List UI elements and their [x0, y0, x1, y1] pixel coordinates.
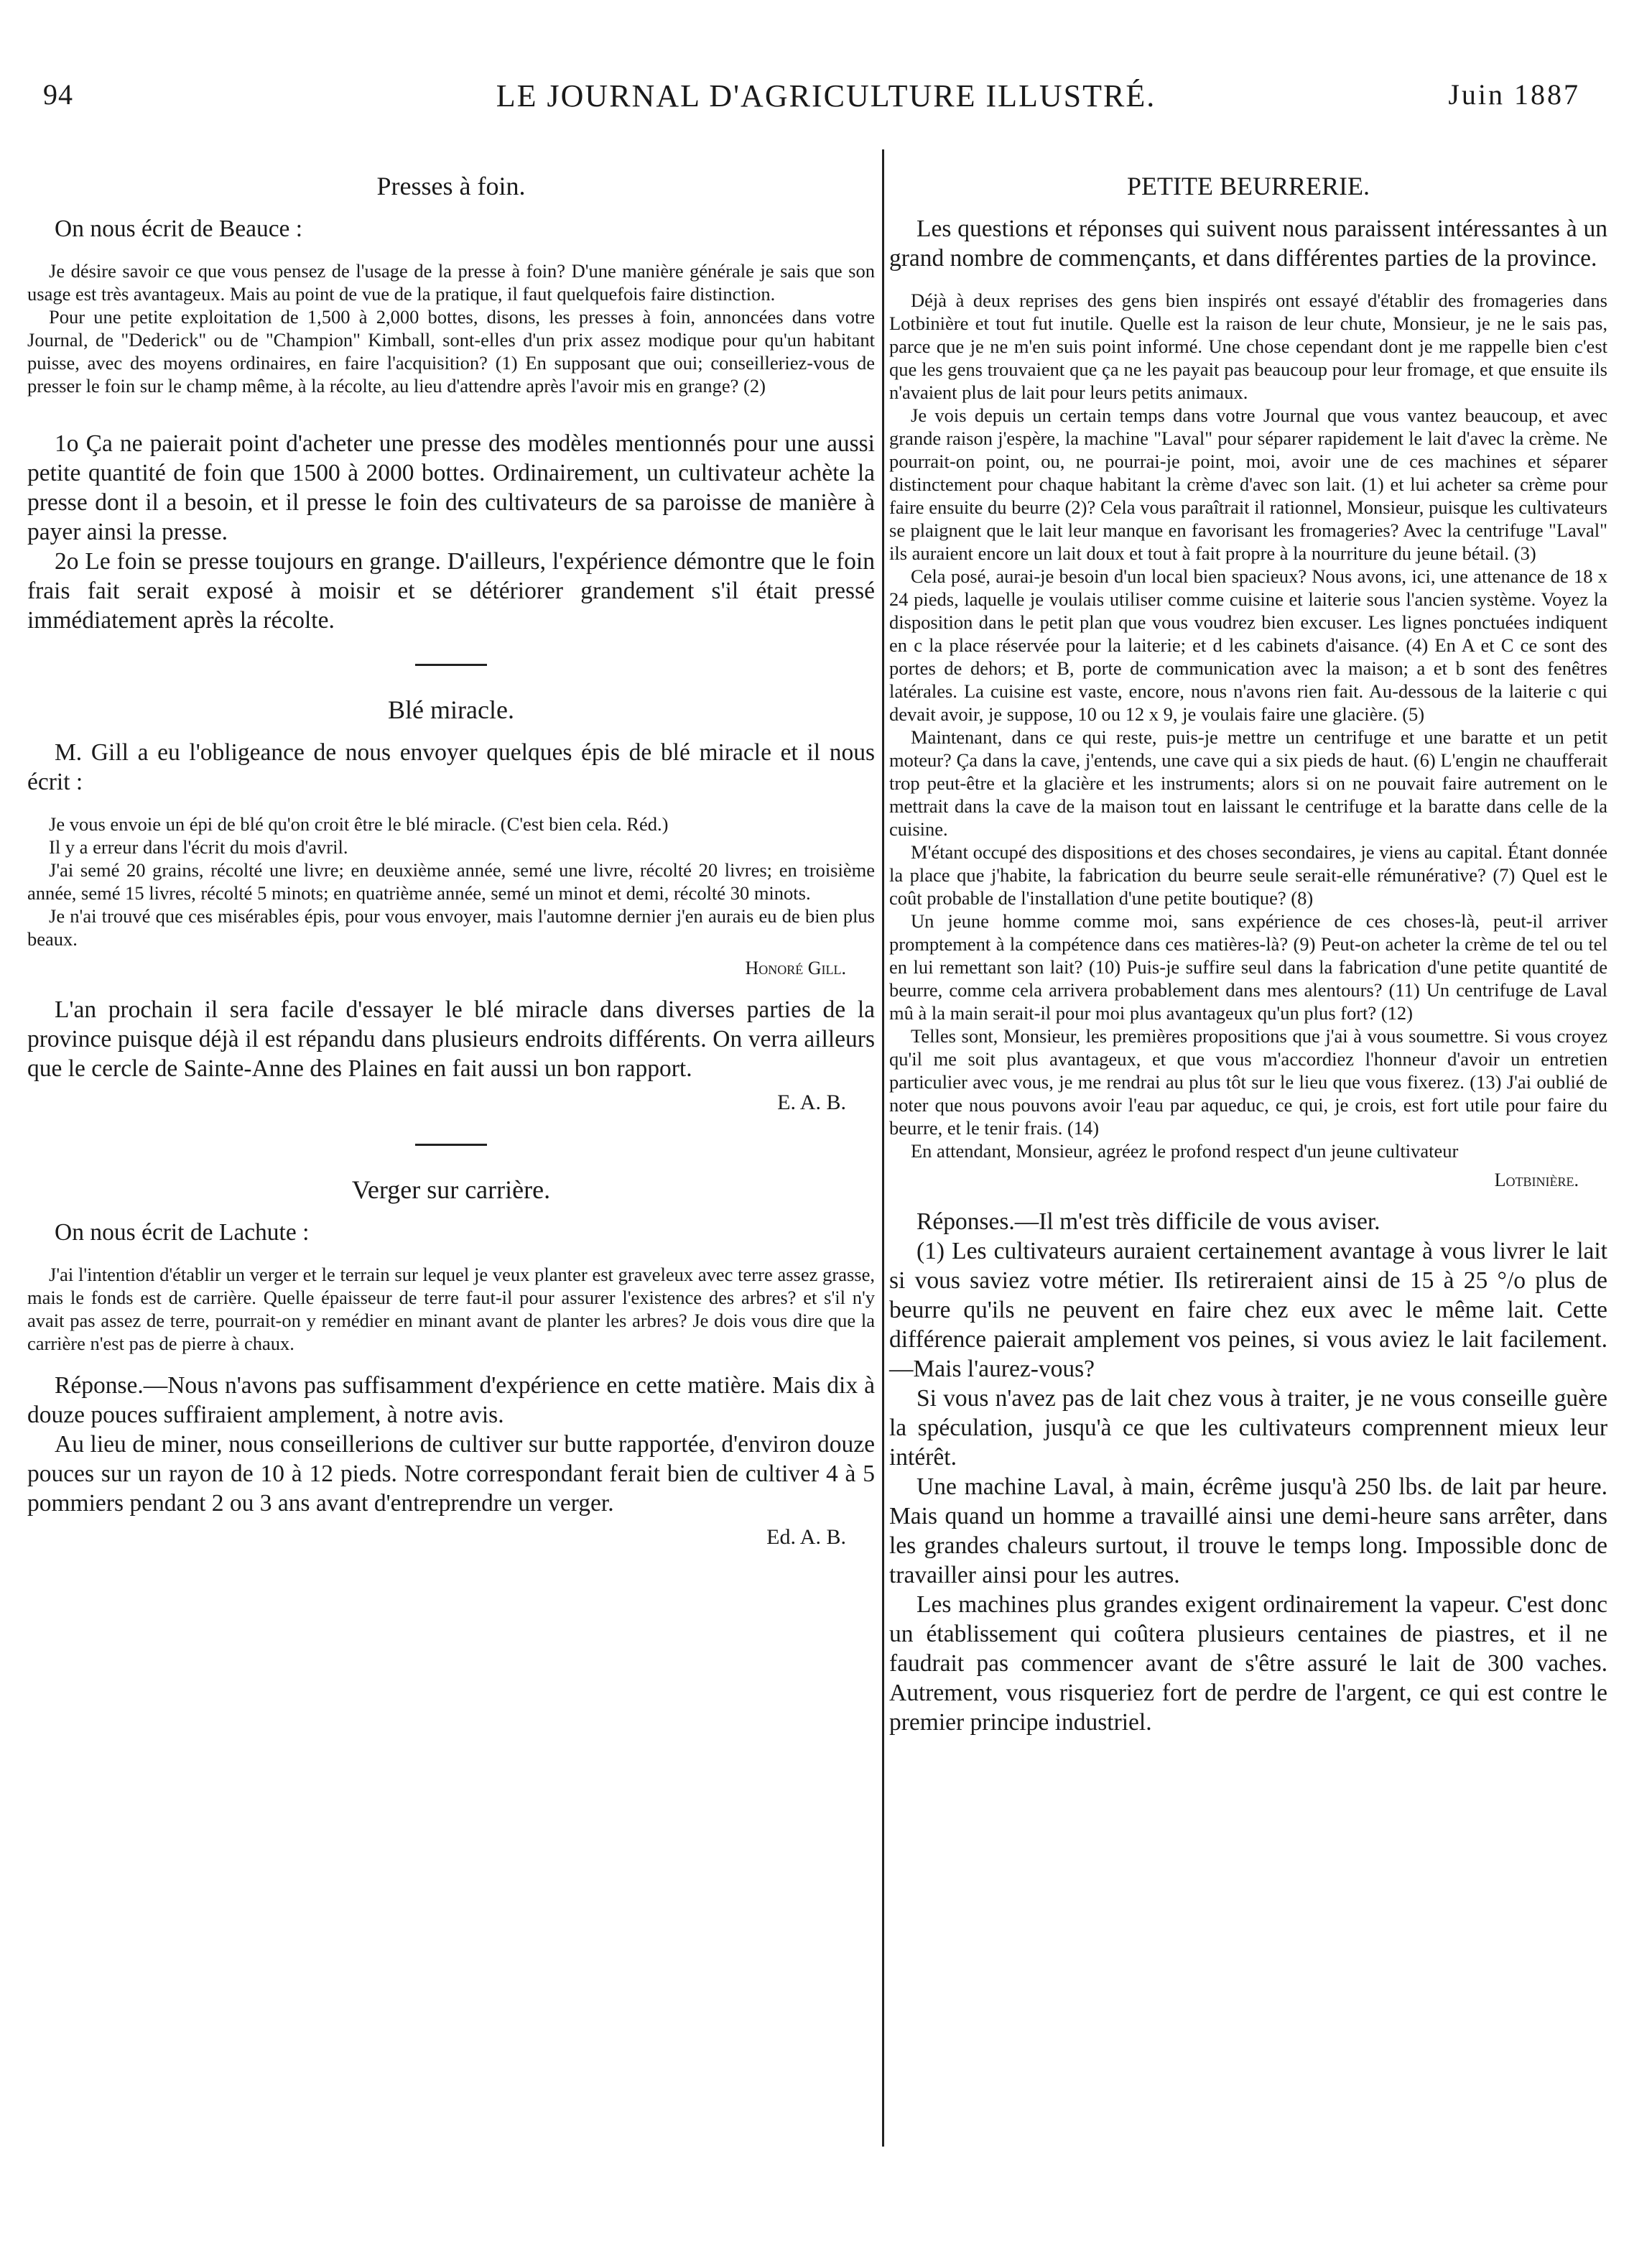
answer-paragraph: Les machines plus grandes exigent ordinairement la vapeur. C'est donc un établissement qui coûtera plusieurs centaines de piastres, et il ne faudrait pas commencer avant de s'être assuré le lait de 300 vaches. Autrement, vous risqueriez fort de perdre de l'argent, ce qui est contre le premier principe industriel.: [889, 1591, 1607, 1736]
letter-paragraph: Je vous envoie un épi de blé qu'on croit être le blé miracle. (C'est bien cela. Réd.): [49, 813, 669, 835]
article-presses: [27, 171, 875, 635]
left-column: [27, 157, 875, 1550]
answer-paragraph: (1) Les cultivateurs auraient certainement avantage à vous livrer le lait si vous saviez votre métier. Ils retireraient ainsi de 15 à 25 °/o plus de beurre qu'ils ne peuvent en faire chez eux avec le même lait. Cette différence paierait amplement vos peines, si vous aviez le lait facilement.—Mais l'aurez-vous?: [889, 1238, 1607, 1382]
letter-paragraph: Maintenant, dans ce qui reste, puis-je mettre un centrifuge et une baratte et un petit moteur? Ça dans la cave, j'entends, une cave qui a six pieds de haut. (6) L'engin ne chaufferait trop peut-être et la glacière et les instruments; alors si on ne pouvait faire autrement on le mettrait dans la cave de la maison tout en laissant le centrifuge et la baratte dans celle de la cuisine.: [889, 726, 1607, 840]
page-number: 94: [43, 78, 73, 111]
article-intro: On nous écrit de Beauce :: [55, 216, 303, 242]
reply-paragraph: Réponse.—Nous n'avons pas suffisamment d'expérience en cette matière. Mais dix à douze pouces suffiraient amplement, à notre avis.: [27, 1372, 875, 1428]
answer-paragraph: Si vous n'avez pas de lait chez vous à traiter, je ne vous conseille guère la spéculation, jusqu'à ce que les cultivateurs comprennent mieux leur intérêt.: [889, 1385, 1607, 1471]
article-verger: [27, 1175, 875, 1550]
letter-paragraph: Il y a erreur dans l'écrit du mois d'avril.: [49, 836, 348, 858]
letter-paragraph: J'ai semé 20 grains, récolté une livre; en deuxième année, semé une livre, récolté 20 livres; en troisième année, semé 15 livres, récolté 5 minots; en quatrième année, semé un minot et demi, récolté 30 minots.: [27, 859, 875, 904]
article-title: Blé miracle.: [388, 695, 514, 724]
answer-paragraph: Réponses.—Il m'est très difficile de vous aviser.: [917, 1208, 1380, 1235]
section-separator: [415, 664, 487, 666]
letter-signature: Lotbinière.: [1494, 1170, 1579, 1190]
editor-signature: E. A. B.: [777, 1091, 846, 1114]
letter-closing: En attendant, Monsieur, agréez le profond respect d'un jeune cultivateur: [911, 1140, 1459, 1162]
letter-paragraph: Telles sont, Monsieur, les premières propositions que j'ai à vous soumettre. Si vous croyez qu'il me soit plus avantageux, et que vous m'accordiez l'honneur d'avoir un entretien particulier avec vous, je me rendrai au plus tôt sur le lieu que vous fixerez. (13) J'ai oublié de noter que nous pouvons avoir l'eau par aqueduc, ce qui, je crois, est fort utile pour faire du beurre, et le tenir frais. (14): [889, 1025, 1607, 1139]
letter-paragraph: M'étant occupé des dispositions et des choses secondaires, je viens au capital. Étant donnée la place que j'habite, la fabrication du beurre seule serait-elle rémunérative? (7) Quel est le coût probable de l'installation d'une petite boutique? (8): [889, 841, 1607, 909]
letter-closing-row: [889, 1139, 1607, 1162]
letter-paragraph: Un jeune homme comme moi, sans expérience de ces choses-là, peut-il arriver promptement à la compétence dans ces matières-là? (9) Peut-on acheter la crème de tel ou tel en lui remettant son lait? (10) Puis-je suffire seul dans la fabrication d'une petite quantité de beurre, comme cela arrivera probablement dans mes alentours? (11) Un centrifuge de Laval mû à la main serait-il pour moi plus avantageux qu'un plus fort? (12): [889, 910, 1607, 1024]
article-title: Presses à foin.: [376, 172, 526, 200]
article-title: PETITE BEURRERIE.: [1127, 172, 1370, 200]
article-intro: Les questions et réponses qui suivent nous paraissent intéressantes à un grand nombre de commençants, et dans différentes parties de la province.: [889, 216, 1607, 272]
column-divider: [882, 149, 884, 2147]
letter-paragraph: Je désire savoir ce que vous pensez de l'usage de la presse à foin? D'une manière générale je sais que son usage est très avantageux. Mais au point de vue de la pratique, il faut quelquefois faire distinction.: [27, 260, 875, 305]
article-intro: On nous écrit de Lachute :: [55, 1219, 310, 1246]
letter-paragraph: Cela posé, aurai-je besoin d'un local bien spacieux? Nous avons, ici, une attenance de 18 x 24 pieds, laquelle je voulais utiliser comme cuisine et laiterie sous l'ancien système. Voyez la disposition dans le petit plan que vous voudrez bien excuser. Les lignes ponctuées indiquent en c la place réservée pour la laiterie; et d les cabinets d'aisance. (4) En A et C ce sont des portes de dehors; et B, porte de communication avec la maison; a et b sont des fenêtres latérales. La cuisine est vaste, encore, nous n'avons rien fait. Au-dessous de la laiterie c qui devait avoir, je suppose, 10 ou 12 x 9, je voulais faire une glacière. (5): [889, 565, 1607, 725]
reply-paragraph: L'an prochain il sera facile d'essayer le blé miracle dans diverses parties de la province puisque déjà il est répandu dans plusieurs endroits différents. On verra ailleurs que le cercle de Sainte-Anne des Plaines en fait aussi un bon rapport.: [27, 996, 875, 1082]
letter-paragraph: Je vois depuis un certain temps dans votre Journal que vous vantez beaucoup, et avec grande raison j'espère, la machine "Laval" pour séparer rapidement le lait d'avec la crème. Ne pourrait-on point, ou, ne pourrai-je point, moi, avoir une de ces machines et séparer distinctement pour chaque habitant la crème d'avec son lait. (1) et lui acheter sa crème pour faire ensuite du beurre (2)? Cela vous paraîtrait il rationnel, Monsieur, puisque les cultivateurs se plaignent que le lait leur manque en favorisant les fromageries? Avec la centrifuge "Laval" ils auraient encore un lait doux et tout à fait propre à la nourriture du jeune bétail. (3): [889, 404, 1607, 564]
article-title: Verger sur carrière.: [351, 1175, 551, 1204]
journal-title: LE JOURNAL D'AGRICULTURE ILLUSTRÉ.: [496, 78, 1156, 114]
letter-paragraph: J'ai l'intention d'établir un verger et le terrain sur lequel je veux planter est graveleux avec terre assez grasse, mais le fonds est de carrière. Quelle épaisseur de terre faut-il pour assurer l'existence des arbres? et s'il n'y avait pas assez de terre, pourrait-on y remédier en minant avant de planter les arbres? Je dois vous dire que la carrière n'est pas de pierre à chaux.: [27, 1264, 875, 1354]
answer-paragraph: Une machine Laval, à main, écrême jusqu'à 250 lbs. de lait par heure. Mais quand un homme a travaillé ainsi une demi-heure sans arrêter, dans les grandes chaleurs surtout, il trouve le temps long. Impossible donc de travailler ainsi pour les autres.: [889, 1473, 1607, 1588]
reply-paragraph: Au lieu de miner, nous conseillerions de cultiver sur butte rapportée, d'environ douze pouces sur un rayon de 10 à 12 pieds. Notre correspondant ferait bien de cultiver 4 à 5 pommiers pendant 2 ou 3 ans avant d'entreprendre un verger.: [27, 1431, 875, 1517]
reply-paragraph: 2o Le foin se presse toujours en grange. D'ailleurs, l'expérience démontre que le foin frais fait serait exposé à moisir et se détériorer grandement s'il était pressé immédiatement après la récolte.: [27, 548, 875, 634]
letter-paragraph: Je n'ai trouvé que ces misérables épis, pour vous envoyer, mais l'automne dernier j'en aurais eu de bien plus beaux.: [27, 905, 875, 950]
right-column: [889, 157, 1607, 1737]
letter-signature: Honoré Gill.: [745, 958, 846, 978]
section-separator: [415, 1144, 487, 1146]
reply-paragraph: 1o Ça ne paierait point d'acheter une presse des modèles mentionnés pour une aussi petite quantité de foin que 1500 à 2000 bottes. Ordinairement, un cultivateur achète la presse dont il a besoin, et il presse le foin des cultivateurs de sa paroisse de manière à payer ainsi la presse.: [27, 430, 875, 545]
editor-signature: Ed. A. B.: [766, 1525, 846, 1549]
article-intro: M. Gill a eu l'obligeance de nous envoyer quelques épis de blé miracle et il nous écrit :: [27, 739, 875, 795]
article-ble-miracle: [27, 695, 875, 1115]
letter-paragraph: Pour une petite exploitation de 1,500 à 2,000 bottes, disons, les presses à foin, annoncées dans votre Journal, de "Dederick" ou de "Champion" Kimball, sont-elles d'un prix assez modique pour qu'un habitant puisse, avec des moyens ordinaires, en faire l'acquisition? (1) En supposant que oui; conseilleriez-vous de presser le foin sur le champ même, à la récolte, au lieu d'attendre après l'avoir mis en grange? (2): [27, 306, 875, 397]
letter-paragraph: Déjà à deux reprises des gens bien inspirés ont essayé d'établir des fromageries dans Lotbinière et tout fut inutile. Quelle est la raison de leur chute, Monsieur, je ne le sais pas, parce que je ne m'en suis point informé. Une chose cependant dont je me rappelle bien c'est que les gens trouvaient que ça ne les payait pas beaucoup pour leur fromage, et que ensuite ils n'avaient plus de lait pour leurs petits animaux.: [889, 290, 1607, 403]
page-header: [0, 78, 1652, 121]
issue-date: Juin 1887: [1448, 78, 1580, 111]
